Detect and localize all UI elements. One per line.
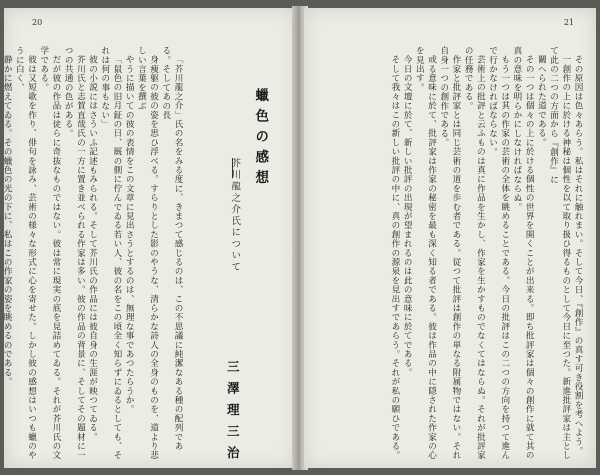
paragraph: 芥川氏と志賀直哉氏の一方に置き並べられる作家は多い。彼の作品の背景に、そしてその題材に一つの共通の色がある。 [63, 46, 86, 460]
paragraph: 静かに燃えてゐる。その蠟色の光の下に、私はこの作家の姿を眺めるのである。 [2, 54, 13, 386]
paragraph: やうに描いての彼の表情をこの文章に見出さうとするのは、無理な事であつたらうか。 [124, 54, 135, 414]
paragraph: だが彼の作品は徒らに奇抜なものではない。彼は常に現実の底を見詰めてゐる。それが芥川氏の文学である。 [38, 46, 61, 460]
paragraph: その一つは個々の上に於ける個性の世界を開くことが出来る。即ち批評家は個々の創作に就て其の真の意味を明らかにしなければならぬ。 [511, 46, 535, 460]
paragraph: 彼の小説にはさういふ記述もみられる。そして芥川氏の作品には彼自身の生涯が映つてゐる。 [87, 54, 98, 441]
paragraph: 身痩躯の彼の姿を思ひ浮べる。すらりとした影のやうな、清らかな詩人の全身のものを、道より悲しい言葉を撰ぶ [136, 46, 159, 460]
left-body-text [2, 46, 184, 464]
right-page [304, 8, 596, 468]
paragraph: その原因は色々あらう。私はそれに触れまい。そして今日、『創作』の真す可き役割を考へよう。 [573, 54, 583, 456]
paragraph: 「鼠色の旧月鉦の日、厩の側に佇んでゐる若い人、彼の名をこの頃全く知らずにゐるとしても、それは何の事もない」 [99, 46, 122, 460]
paragraph: 一創作の上に於ける神秘は個性を以て取り扱ひ得るものとして今日に至つた。新進批評家は主として此の二つの方面から『創作』に [548, 46, 571, 460]
paragraph: 關へられた道である。 [536, 54, 547, 147]
paragraph: もう一つは其の作家の芸術の全体を眺めることである。今日の批評はこの二つの方向を持つて進んで行かなければならない。 [487, 46, 510, 460]
essay-subtitle: 芥川龍之介氏について [229, 158, 241, 273]
paragraph: 芸術上の批評と云ふものは真に作品を生かし、作家を生かすものでなくてはならぬ。それが批評家の任務である。 [463, 46, 486, 460]
paragraph: 「芥川龍之介」氏の名をみる度に、きまつて感じるのは、この不思議に純潔なある種の配列である。そしてあの長 [160, 46, 183, 451]
essay-title: 蠟色の感想 [252, 88, 269, 191]
paragraph: 作家と批評家とは同じ芸術の道を歩む者である。従つて批評は創作の単なる附属物ではない。それ自身一つの創作である。 [438, 46, 461, 460]
right-body-text [350, 46, 584, 466]
paragraph: 彼は又短歌を作り、俳句を詠み、芸術の様々な形式に心を寄せた。しかし彼の感想はいつも蠟のやうに白く、 [14, 46, 37, 460]
page-number-left: 20 [32, 18, 43, 27]
paragraph: 今日の文壇に於て、新しい批評の出現が望まれるのは此の意味に於てである。 [402, 54, 413, 377]
page-number-right: 21 [563, 18, 574, 27]
paragraph: 或る意味に於て、批評家は作家の秘密を最も深く知る者である。彼は作品の中に隠された作家の心を見出す。 [414, 46, 437, 460]
author-name: 三澤理三治 [225, 360, 241, 468]
left-page [4, 8, 296, 468]
paragraph: そして我々はこの新しい批評の中に、真の創作の源泉を見出すであらう。それが私の願ひである。 [389, 54, 400, 460]
